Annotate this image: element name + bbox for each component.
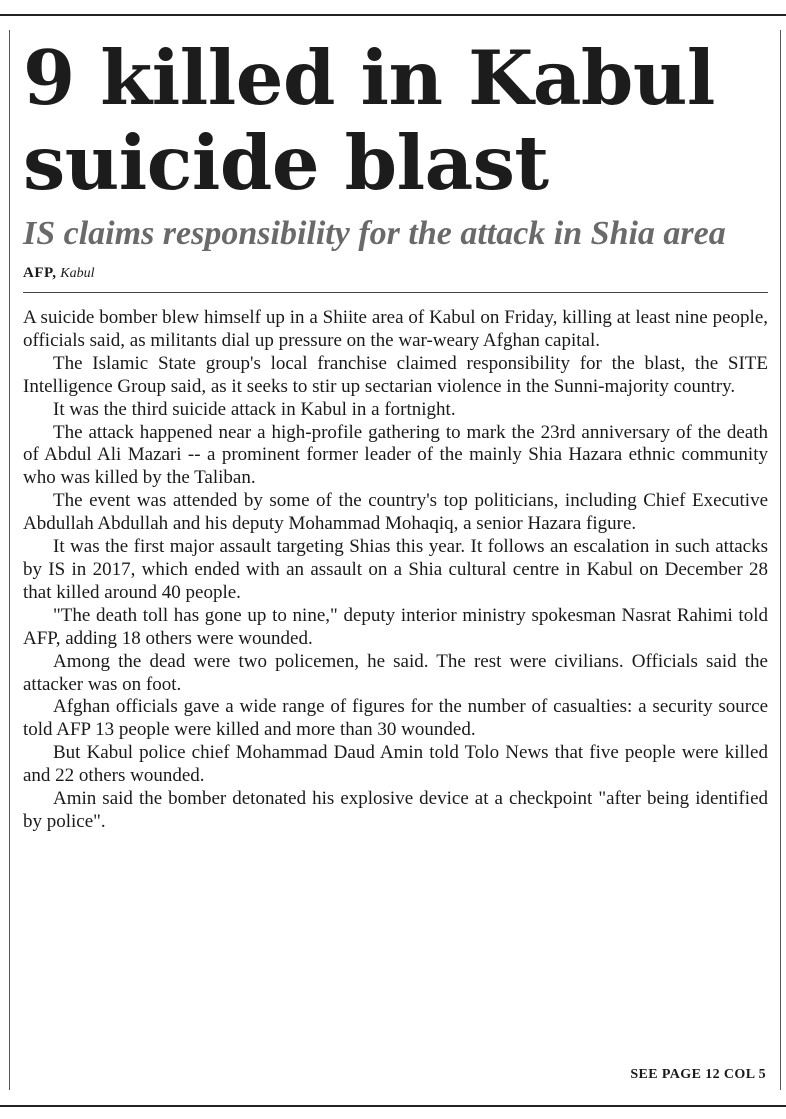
paragraph: Amin said the bomber detonated his explosive device at a checkpoint "after being identified by police". (23, 788, 768, 832)
byline-agency: AFP, (23, 265, 57, 281)
paragraph: "The death toll has gone up to nine," deputy interior ministry spokesman Nasrat Rahimi told AFP, adding 18 others were wounded. (23, 604, 768, 649)
paragraph: The attack happened near a high-profile gathering to mark the 23rd anniversary of the death of Abdul Ali Mazari -- a prominent former leader of the mainly Shia Hazara ethnic community who was killed by the Taliban. (23, 421, 768, 489)
byline (23, 264, 768, 283)
paragraph: Afghan officials gave a wide range of figures for the number of casualties: a security source told AFP 13 people were killed and more than 30 wounded. (23, 696, 768, 741)
right-column-rule (780, 30, 781, 1090)
headline-line-1: 9 killed in Kabul (23, 34, 715, 122)
headline-line-2: suicide blast (23, 119, 549, 207)
article-body (23, 307, 768, 834)
paragraph: A suicide bomber blew himself up in a Shiite area of Kabul on Friday, killing at least nine people, officials said, as militants dial up pressure on the war-weary Afghan capital. (23, 307, 768, 351)
byline-place: Kabul (60, 266, 95, 281)
headline (23, 36, 768, 206)
paragraph: The event was attended by some of the country's top politicians, including Chief Executive Abdullah Abdullah and his deputy Mohammad Mohaqiq, a senior Hazara figure. (23, 490, 768, 535)
paragraph: The Islamic State group's local franchise claimed responsibility for the blast, the SITE Intelligence Group said, as it seeks to stir up sectarian violence in the Sunni-majority country. (23, 352, 768, 397)
subheadline: IS claims responsibility for the attack in Shia area (23, 215, 726, 252)
paragraph: It was the third suicide attack in Kabul in a fortnight. (53, 398, 456, 420)
bottom-rule (0, 1105, 786, 1107)
news-article (23, 36, 768, 834)
left-column-rule (9, 30, 10, 1090)
paragraph: Among the dead were two policemen, he said. The rest were civilians. Officials said the attacker was on foot. (23, 650, 768, 695)
paragraph: But Kabul police chief Mohammad Daud Amin told Tolo News that five people were killed and 22 others wounded. (23, 742, 768, 787)
paragraph: It was the first major assault targeting Shias this year. It follows an escalation in such attacks by IS in 2017, which ended with an assault on a Shia cultural centre in Kabul on December 28 that killed around 40 people. (23, 536, 768, 603)
top-rule (0, 14, 786, 16)
continued-jump-line: SEE PAGE 12 COL 5 (630, 1067, 766, 1082)
byline-rule (23, 292, 768, 293)
